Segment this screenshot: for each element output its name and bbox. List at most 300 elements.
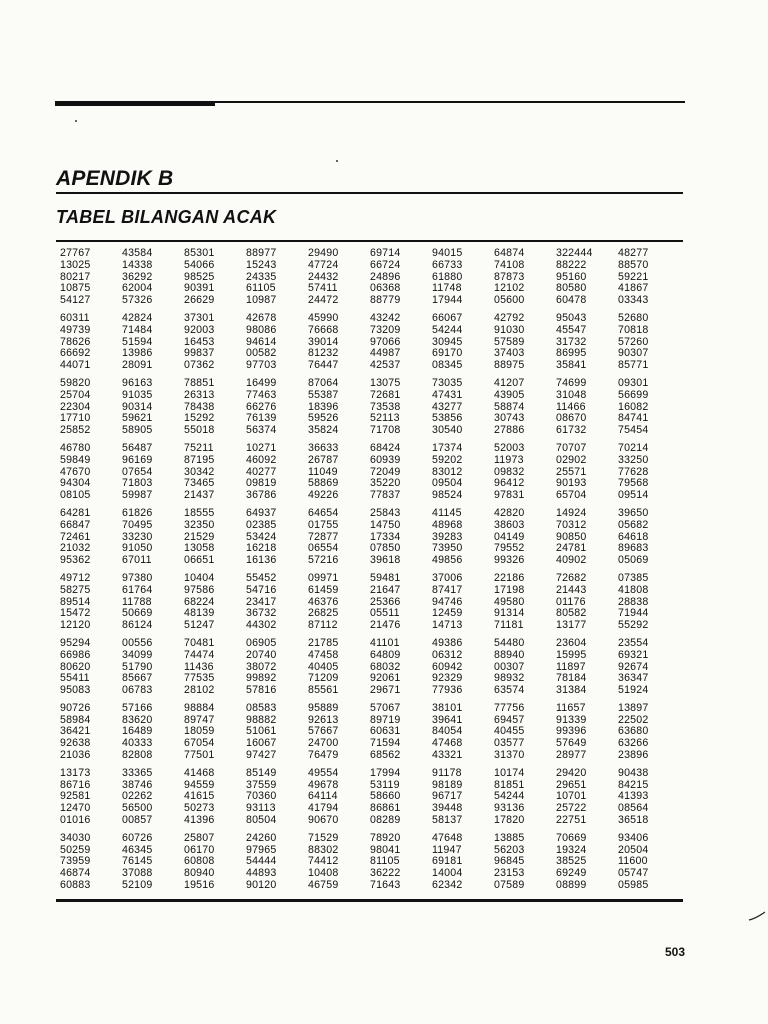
number-cell: 16067: [246, 737, 277, 750]
number-cell: 88302: [308, 843, 339, 856]
number-cell: 89683: [618, 542, 649, 555]
number-cell: 73209: [370, 323, 401, 336]
number-cell: 08564: [618, 802, 649, 815]
number-cell: 64114: [308, 790, 338, 803]
number-cell: 17374: [432, 441, 463, 454]
number-cell: 38746: [122, 778, 153, 791]
number-cell: 41393: [618, 790, 649, 803]
number-cell: 37403: [494, 347, 525, 360]
number-cell: 16218: [246, 542, 277, 555]
number-cell: 41207: [494, 376, 525, 389]
number-cell: 91178: [432, 766, 462, 779]
number-cell: 09819: [246, 477, 277, 490]
number-cell: 05600: [494, 294, 525, 307]
number-cell: 69714: [370, 247, 401, 259]
number-cell: 07654: [122, 465, 153, 478]
number-cell: 21443: [556, 583, 587, 596]
number-cell: 11049: [308, 465, 338, 478]
number-cell: 72877: [308, 530, 339, 543]
number-block: [60, 378, 680, 437]
number-cell: 95889: [308, 701, 339, 714]
number-cell: 25807: [184, 831, 215, 844]
number-cell: 98882: [246, 713, 277, 726]
number-column: [246, 443, 308, 502]
number-cell: 11748: [432, 282, 462, 295]
number-cell: 53424: [246, 530, 277, 543]
number-cell: 09832: [494, 465, 525, 478]
number-cell: 70481: [184, 636, 215, 649]
number-cell: 49580: [494, 595, 525, 608]
number-cell: 44987: [370, 347, 401, 360]
number-cell: 29651: [556, 778, 587, 791]
number-cell: 71803: [122, 477, 153, 490]
number-cell: 17994: [370, 766, 401, 779]
number-cell: 92638: [60, 737, 91, 750]
number-cell: 29490: [308, 247, 339, 259]
number-cell: 74412: [308, 855, 339, 868]
number-cell: 15995: [556, 648, 587, 661]
number-block: [60, 833, 680, 892]
number-cell: 18396: [308, 400, 339, 413]
number-cell: 51247: [184, 619, 215, 632]
number-cell: 97586: [184, 583, 215, 596]
number-cell: 52680: [618, 311, 649, 324]
number-cell: 61826: [122, 506, 153, 519]
number-cell: 71529: [308, 831, 339, 844]
number-cell: 27886: [494, 424, 525, 437]
number-cell: 48277: [618, 247, 649, 259]
number-cell: 90307: [618, 347, 649, 360]
number-cell: 06554: [308, 542, 339, 555]
number-cell: 15243: [246, 258, 277, 271]
number-cell: 57667: [308, 725, 339, 738]
pen-mark: [748, 910, 766, 922]
number-cell: 91050: [122, 542, 153, 555]
number-cell: 59820: [60, 376, 91, 389]
number-cell: 35824: [308, 424, 339, 437]
number-cell: 43905: [494, 388, 525, 401]
number-cell: 05747: [618, 867, 649, 880]
number-cell: 12470: [60, 802, 91, 815]
number-cell: 46092: [246, 453, 277, 466]
number-cell: 24781: [556, 542, 587, 555]
chapter-title: APENDIK B: [56, 167, 174, 190]
number-cell: 40405: [308, 660, 339, 673]
number-cell: 91030: [494, 323, 525, 336]
number-cell: 39448: [432, 802, 463, 815]
number-cell: 19516: [184, 879, 215, 892]
number-cell: 26313: [184, 388, 215, 401]
number-column: [618, 313, 680, 372]
number-cell: 55387: [308, 388, 339, 401]
number-cell: 30945: [432, 335, 463, 348]
number-column: [308, 508, 370, 567]
number-column: [60, 443, 122, 502]
number-column: [60, 768, 122, 827]
number-cell: 36347: [618, 672, 649, 685]
number-cell: 98884: [184, 701, 215, 714]
number-cell: 74699: [556, 376, 587, 389]
number-column: [246, 703, 308, 762]
table-rule-top: [56, 240, 683, 242]
number-cell: 15292: [184, 412, 215, 425]
number-cell: 29671: [370, 684, 401, 697]
number-cell: 87417: [432, 583, 463, 596]
number-cell: 54066: [184, 258, 215, 271]
number-cell: 68224: [184, 595, 215, 608]
number-column: [122, 573, 184, 632]
number-cell: 01176: [556, 595, 586, 608]
number-cell: 07385: [618, 571, 649, 584]
number-column: [432, 313, 494, 372]
number-cell: 75211: [184, 441, 214, 454]
number-column: [246, 768, 308, 827]
number-column: [122, 313, 184, 372]
number-column: [556, 768, 618, 827]
number-cell: 59987: [122, 489, 153, 502]
number-cell: 21529: [184, 530, 215, 543]
number-cell: 60808: [184, 855, 215, 868]
number-cell: 99892: [246, 672, 277, 685]
number-column: [370, 378, 432, 437]
number-column: [184, 443, 246, 502]
number-cell: 79568: [618, 477, 649, 490]
number-column: [432, 248, 494, 307]
number-cell: 58137: [432, 814, 463, 827]
number-cell: 92003: [184, 323, 215, 336]
number-column: [494, 703, 556, 762]
number-cell: 70669: [556, 831, 587, 844]
number-cell: 35841: [556, 359, 587, 372]
number-cell: 08345: [432, 359, 463, 372]
number-cell: 44893: [246, 867, 277, 880]
number-cell: 23417: [246, 595, 277, 608]
number-cell: 90391: [184, 282, 215, 295]
number-cell: 09504: [432, 477, 463, 490]
number-cell: 10987: [246, 294, 277, 307]
number-cell: 13177: [556, 619, 587, 632]
number-cell: 61105: [246, 282, 276, 295]
number-cell: 88940: [494, 648, 525, 661]
number-column: [184, 768, 246, 827]
number-cell: 78438: [184, 400, 215, 413]
number-cell: 59849: [60, 453, 91, 466]
number-cell: 00857: [122, 814, 153, 827]
number-cell: 58905: [122, 424, 153, 437]
number-cell: 79552: [494, 542, 525, 555]
number-cell: 88222: [556, 258, 587, 271]
number-cell: 05985: [618, 879, 649, 892]
number-column: [494, 833, 556, 892]
number-cell: 40333: [122, 737, 153, 750]
number-column: [184, 573, 246, 632]
number-cell: 16499: [246, 376, 277, 389]
number-cell: 31732: [556, 335, 587, 348]
number-cell: 78626: [60, 335, 91, 348]
number-cell: 07362: [184, 359, 215, 372]
number-cell: 57589: [494, 335, 525, 348]
number-cell: 06783: [122, 684, 153, 697]
number-column: [556, 508, 618, 567]
number-block: [60, 638, 680, 697]
number-cell: 46759: [308, 879, 339, 892]
number-cell: 62342: [432, 879, 463, 892]
number-cell: 93136: [494, 802, 525, 815]
number-cell: 99396: [556, 725, 587, 738]
number-cell: 83620: [122, 713, 153, 726]
number-column: [556, 703, 618, 762]
number-cell: 86995: [556, 347, 587, 360]
number-cell: 07589: [494, 879, 525, 892]
number-cell: 47431: [432, 388, 463, 401]
number-cell: 57816: [246, 684, 277, 697]
number-block: [60, 703, 680, 762]
number-column: [556, 443, 618, 502]
number-cell: 48968: [432, 518, 463, 531]
number-cell: 08899: [556, 879, 587, 892]
number-column: [246, 508, 308, 567]
number-cell: 11436: [184, 660, 214, 673]
number-cell: 62004: [122, 282, 153, 295]
number-column: [122, 703, 184, 762]
number-cell: 41794: [308, 802, 339, 815]
number-cell: 24700: [308, 737, 339, 750]
number-cell: 33230: [122, 530, 153, 543]
number-cell: 68032: [370, 660, 401, 673]
number-cell: 43242: [370, 311, 401, 324]
number-cell: 56203: [494, 843, 525, 856]
number-cell: 38101: [432, 701, 463, 714]
number-cell: 41468: [184, 766, 215, 779]
number-cell: 70214: [618, 441, 649, 454]
number-column: [122, 378, 184, 437]
number-cell: 77837: [370, 489, 401, 502]
number-cell: 10875: [60, 282, 91, 295]
number-cell: 22304: [60, 400, 91, 413]
number-cell: 80620: [60, 660, 91, 673]
number-cell: 36633: [308, 441, 339, 454]
number-cell: 97703: [246, 359, 277, 372]
number-column: [184, 313, 246, 372]
number-cell: 37301: [184, 311, 215, 324]
number-column: [122, 833, 184, 892]
number-cell: 57216: [308, 554, 339, 567]
number-cell: 76139: [246, 412, 277, 425]
number-cell: 96169: [122, 453, 153, 466]
number-cell: 64874: [494, 247, 525, 259]
number-cell: 17198: [494, 583, 525, 596]
number-cell: 59221: [618, 270, 649, 283]
number-cell: 30540: [432, 424, 463, 437]
number-cell: 87195: [184, 453, 215, 466]
number-cell: 09514: [618, 489, 649, 502]
number-cell: 97380: [122, 571, 153, 584]
number-cell: 94304: [60, 477, 91, 490]
number-cell: 11973: [494, 453, 524, 466]
number-cell: 27767: [60, 247, 91, 259]
number-column: [494, 443, 556, 502]
number-cell: 72461: [60, 530, 91, 543]
number-cell: 49678: [308, 778, 339, 791]
number-cell: 36786: [246, 489, 277, 502]
number-cell: 10404: [184, 571, 215, 584]
number-cell: 95043: [556, 311, 587, 324]
number-cell: 41145: [432, 506, 462, 519]
number-cell: 16489: [122, 725, 153, 738]
number-cell: 90670: [308, 814, 339, 827]
number-cell: 58869: [308, 477, 339, 490]
number-cell: 97066: [370, 335, 401, 348]
number-cell: 46780: [60, 441, 91, 454]
number-cell: 40455: [494, 725, 525, 738]
number-column: [494, 248, 556, 307]
number-cell: 68562: [370, 749, 401, 762]
number-cell: 70360: [246, 790, 277, 803]
number-column: [122, 248, 184, 307]
top-rule-accent: [55, 101, 215, 106]
number-cell: 87112: [308, 619, 338, 632]
number-cell: 43277: [432, 400, 463, 413]
number-block: [60, 573, 680, 632]
number-cell: 45547: [556, 323, 587, 336]
number-cell: 06312: [432, 648, 463, 661]
number-cell: 08289: [370, 814, 401, 827]
number-cell: 36292: [122, 270, 153, 283]
number-cell: 92613: [308, 713, 339, 726]
number-cell: 20504: [618, 843, 649, 856]
number-cell: 08105: [60, 489, 91, 502]
number-cell: 00307: [494, 660, 525, 673]
number-cell: 13885: [494, 831, 525, 844]
number-cell: 08670: [556, 412, 587, 425]
number-cell: 41396: [184, 814, 215, 827]
table-title: TABEL BILANGAN ACAK: [56, 207, 277, 227]
number-cell: 20740: [246, 648, 277, 661]
number-cell: 36732: [246, 607, 277, 620]
number-cell: 78851: [184, 376, 215, 389]
number-cell: 74474: [184, 648, 215, 661]
number-cell: 59526: [308, 412, 339, 425]
number-cell: 00556: [122, 636, 153, 649]
number-cell: 47458: [308, 648, 339, 661]
number-cell: 97965: [246, 843, 277, 856]
number-cell: 54244: [494, 790, 525, 803]
number-cell: 70707: [556, 441, 587, 454]
number-cell: 80580: [556, 282, 587, 295]
number-cell: 60939: [370, 453, 401, 466]
number-column: [308, 833, 370, 892]
number-cell: 76479: [308, 749, 339, 762]
number-cell: 83012: [432, 465, 463, 478]
number-cell: 98524: [432, 489, 463, 502]
number-cell: 39618: [370, 554, 401, 567]
number-cell: 21437: [184, 489, 215, 502]
number-cell: 90193: [556, 477, 587, 490]
number-block: [60, 248, 680, 307]
number-cell: 25843: [370, 506, 401, 519]
number-cell: 52003: [494, 441, 525, 454]
number-column: [494, 508, 556, 567]
number-cell: 57326: [122, 294, 153, 307]
number-cell: 84741: [618, 412, 649, 425]
number-cell: 55292: [618, 619, 649, 632]
number-column: [60, 638, 122, 697]
number-cell: 74108: [494, 258, 525, 271]
number-cell: 39283: [432, 530, 463, 543]
number-cell: 87064: [308, 376, 339, 389]
number-cell: 76447: [308, 359, 339, 372]
number-cell: 96412: [494, 477, 525, 490]
number-cell: 60311: [60, 311, 90, 324]
number-cell: 14750: [370, 518, 401, 531]
random-number-table: [60, 248, 680, 898]
number-cell: 48139: [184, 607, 215, 620]
number-cell: 99837: [184, 347, 215, 360]
number-cell: 26825: [308, 607, 339, 620]
number-cell: 03577: [494, 737, 525, 750]
number-cell: 80504: [246, 814, 277, 827]
number-cell: 98525: [184, 270, 215, 283]
number-column: [60, 378, 122, 437]
number-column: [122, 638, 184, 697]
number-cell: 16453: [184, 335, 215, 348]
number-cell: 11897: [556, 660, 586, 673]
number-cell: 24432: [308, 270, 339, 283]
number-cell: 54480: [494, 636, 525, 649]
number-column: [370, 768, 432, 827]
number-cell: 44302: [246, 619, 277, 632]
number-column: [618, 638, 680, 697]
number-column: [618, 443, 680, 502]
number-cell: 97831: [494, 489, 525, 502]
number-cell: 34099: [122, 648, 153, 661]
number-column: [308, 768, 370, 827]
number-cell: 80582: [556, 607, 587, 620]
number-cell: 78184: [556, 672, 587, 685]
number-cell: 14924: [556, 506, 587, 519]
number-cell: 45990: [308, 311, 339, 324]
number-cell: 51061: [246, 725, 277, 738]
number-cell: 71209: [308, 672, 339, 685]
number-column: [184, 508, 246, 567]
chapter-rule: [56, 192, 683, 194]
number-block: [60, 443, 680, 502]
number-column: [60, 703, 122, 762]
number-column: [432, 378, 494, 437]
number-column: [184, 638, 246, 697]
number-cell: 63680: [618, 725, 649, 738]
number-cell: 85771: [618, 359, 649, 372]
number-cell: 33250: [618, 453, 649, 466]
number-cell: 23554: [618, 636, 649, 649]
number-cell: 49739: [60, 323, 91, 336]
number-cell: 61459: [308, 583, 339, 596]
number-cell: 22751: [556, 814, 587, 827]
number-cell: 10174: [494, 766, 525, 779]
number-cell: 04149: [494, 530, 525, 543]
number-cell: 29420: [556, 766, 587, 779]
number-column: [246, 378, 308, 437]
number-cell: 95362: [60, 554, 91, 567]
number-cell: 32350: [184, 518, 215, 531]
number-block: [60, 508, 680, 567]
number-cell: 71594: [370, 737, 401, 750]
number-cell: 73538: [370, 400, 401, 413]
number-cell: 13058: [184, 542, 215, 555]
number-cell: 43584: [122, 247, 153, 259]
number-column: [184, 378, 246, 437]
number-cell: 36421: [60, 725, 91, 738]
